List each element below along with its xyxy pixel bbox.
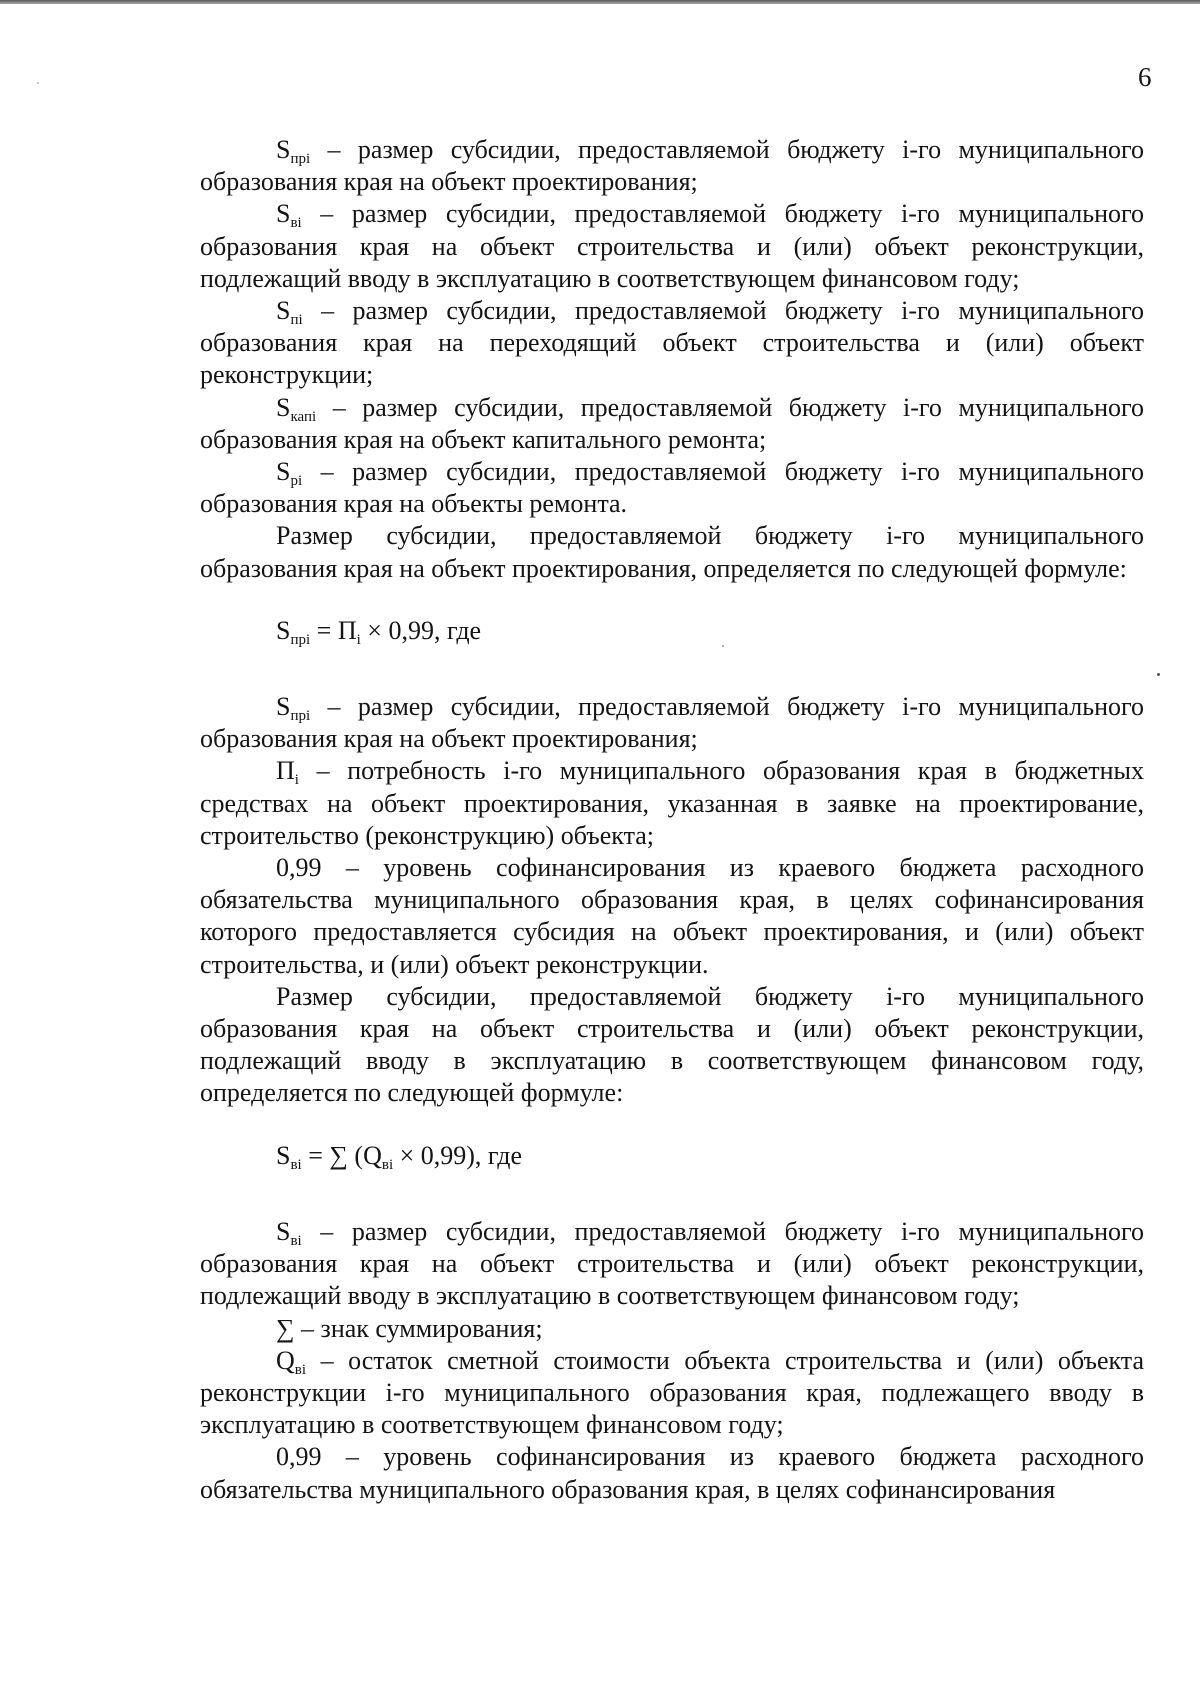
definition-symbol: ∑ xyxy=(276,1313,295,1343)
definition-subscript: вi xyxy=(290,1232,302,1249)
definition-text: – размер субсидии, предоставляемой бюджету i-го муниципального образования края на объект капитального ремонта; xyxy=(200,392,1144,454)
definition-text: – размер субсидии, предоставляемой бюджету i-го муниципального образования края на объект строительства и (или) объект реконструкции, подлежащий вводу в эксплуатацию в соответствующем финансовом году; xyxy=(200,1216,1144,1311)
definition-text: – размер субсидии, предоставляемой бюджету i-го муниципального образования края на объект строительства и (или) объект реконструкции, подлежащий вводу в эксплуатацию в соответствующем финансовом году; xyxy=(200,199,1144,293)
definition-paragraph xyxy=(200,691,1144,755)
definition-paragraph xyxy=(200,456,1144,520)
definition-text: – размер субсидии, предоставляемой бюджету i-го муниципального образования края на объект проектирования; xyxy=(200,135,1144,197)
definition-symbol: П xyxy=(276,756,295,786)
definition-paragraph xyxy=(200,852,1144,981)
definition-text: – потребность i-го муниципального образования края в бюджетных средствах на объект проектирования, указанная в заявке на проектирование, строительство (реконструкцию) объекта; xyxy=(200,756,1144,850)
formula-intro-paragraph: Размер субсидии, предоставляемой бюджету i-го муниципального образования края на объект строительства и (или) объект реконструкции, подлежащий вводу в эксплуатацию в соответствующем финансовом году, определяется по следующей формуле: xyxy=(200,981,1144,1108)
definition-paragraph xyxy=(200,295,1144,392)
definition-text: – размер субсидии, предоставляемой бюджету i-го муниципального образования края на объекты ремонта. xyxy=(200,457,1144,519)
definition-paragraph xyxy=(200,392,1144,456)
definition-subscript: капi xyxy=(290,408,317,425)
scan-edge-shadow xyxy=(0,0,1200,4)
definition-symbol: Q xyxy=(276,1345,295,1375)
definition-symbol: S xyxy=(276,199,291,229)
definition-paragraph xyxy=(200,1441,1144,1505)
definition-subscript: i xyxy=(294,772,299,789)
formula-intro-paragraph: Размер субсидии, предоставляемой бюджету i-го муниципального образования края на объект проектирования, определяется по следующей формуле: xyxy=(200,521,1144,583)
definition-symbol: S xyxy=(276,1216,291,1246)
definition-subscript: рi xyxy=(290,473,303,490)
definition-subscript: прi xyxy=(290,151,311,167)
definition-paragraph xyxy=(200,198,1144,295)
document-body xyxy=(200,134,1144,1506)
definition-paragraph xyxy=(200,755,1144,852)
definition-subscript: вi xyxy=(290,215,302,232)
definition-text: – размер субсидии, предоставляемой бюджету i-го муниципального образования края на объект проектирования; xyxy=(200,692,1144,754)
page-number: 6 xyxy=(1138,62,1152,92)
definition-symbol: S xyxy=(276,457,291,487)
definition-text: 0,99 – уровень софинансирования из краевого бюджета расходного обязательства муниципального образования края, в целях софинансирования которого предоставляется субсидия на объект проектирования, и (или) объект строительства, и (или) объект реконструкции. xyxy=(200,853,1144,979)
definition-symbol: S xyxy=(276,392,291,422)
definition-text: – остаток сметной стоимости объекта строительства и (или) объекта реконструкции i-го муниципального образования края, подлежащего вводу в эксплуатацию в соответствующем финансовом году; xyxy=(200,1345,1144,1440)
definition-symbol: S xyxy=(276,135,291,164)
definition-paragraph xyxy=(200,1345,1144,1442)
definition-subscript: прi xyxy=(290,708,311,725)
definition-text: – размер субсидии, предоставляемой бюджету i-го муниципального образования края на переходящий объект строительства и (или) объект реконструкции; xyxy=(200,296,1144,390)
definition-text: – знак суммирования; xyxy=(294,1313,543,1343)
scan-speck xyxy=(37,82,39,84)
definition-text: 0,99 – уровень софинансирования из краевого бюджета расходного обязательства муниципального образования края, в целях софинансирования xyxy=(200,1442,1144,1504)
scan-speck xyxy=(1157,673,1160,676)
formula-construction: $S_{вi}$ = ∑ $(Q_{вi} \times 0,99)$, где xyxy=(276,1140,523,1173)
definition-symbol: S xyxy=(276,296,291,326)
definition-subscript: вi xyxy=(294,1361,307,1378)
definition-paragraph xyxy=(200,1313,1144,1345)
definition-symbol: S xyxy=(276,692,291,722)
formula-projecting: $S_{прi} = П_i \times 0,99$, где xyxy=(276,615,482,648)
definition-paragraph xyxy=(200,134,1144,198)
definition-subscript: пi xyxy=(290,312,303,329)
definition-paragraph xyxy=(200,1216,1144,1313)
